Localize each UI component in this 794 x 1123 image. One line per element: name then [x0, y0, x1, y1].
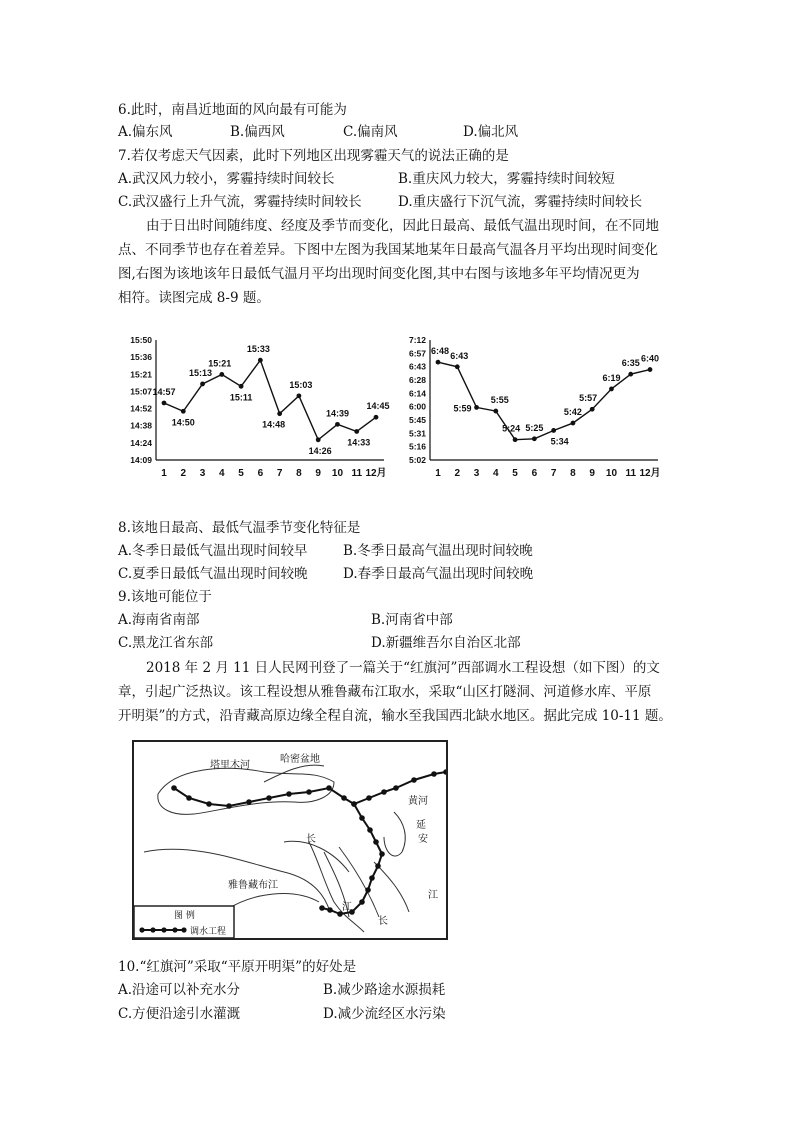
passage-1-line: 相符。读图完成 8-9 题。 — [118, 290, 270, 306]
passage-1-line: 点、不同季节也存在着差异。下图中左图为我国某地某年日最高气温各月平均出现时间变化 — [118, 242, 658, 258]
y-tick-label: 5:02 — [408, 455, 426, 465]
passage-2-line: 2018 年 2 月 11 日人民网刊登了一篇关于“红旗河”西部调水工程设想（如下图）的文 — [146, 660, 660, 676]
x-tick-label: 5 — [238, 468, 244, 479]
map-legend-title: 图 例 — [174, 911, 195, 921]
data-label: 14:48 — [262, 419, 286, 430]
route-dot — [365, 887, 371, 893]
max-temp-time-chart — [118, 332, 390, 484]
x-tick-label: 1 — [161, 468, 167, 479]
passage-2 — [118, 656, 718, 728]
route-dot — [366, 795, 372, 801]
map-label-jiang-2: 江 — [428, 890, 438, 901]
route-dot — [286, 791, 292, 797]
yarlung-river — [226, 894, 319, 910]
map-label-jiang-1: 江 — [342, 902, 352, 913]
data-label: 15:03 — [289, 379, 313, 390]
q9-option-b: B.河南省中部 — [371, 612, 453, 628]
data-label: 15:13 — [189, 367, 213, 378]
y-tick-label: 5:16 — [408, 441, 426, 452]
data-point — [335, 422, 340, 427]
x-tick-label: 12月 — [365, 468, 387, 479]
route-dot — [341, 795, 347, 801]
x-tick-label: 10 — [331, 468, 344, 479]
data-label: 14:26 — [308, 445, 332, 456]
x-tick-label: 10 — [605, 468, 618, 479]
data-point — [219, 372, 224, 377]
map-drawing — [134, 742, 446, 938]
map-label-tarim: 塔里木河 — [210, 760, 250, 771]
data-point — [354, 429, 359, 434]
x-tick-label: 2 — [454, 468, 461, 479]
data-label: 5:25 — [525, 422, 544, 433]
route-dot — [266, 795, 272, 801]
map-label-yarlung: 雅鲁藏布江 — [228, 880, 278, 891]
route-dot — [367, 827, 373, 833]
route-dot — [186, 795, 192, 801]
data-label: 14:57 — [152, 386, 176, 397]
passage-1-line: 图,右图为该地该年日最低气温月平均出现时间变化图,其中右图与该地多年平均情况更为 — [118, 266, 640, 282]
q10-option-c: C.方便沿途引水灌溉 — [118, 1006, 241, 1022]
data-label: 5:57 — [579, 393, 598, 404]
route-dot — [359, 899, 365, 905]
data-label: 6:35 — [621, 358, 640, 369]
diversion-route-south — [322, 804, 382, 914]
data-point — [297, 393, 302, 398]
data-label: 5:24 — [502, 423, 521, 434]
route-dot — [359, 815, 365, 821]
x-tick-label: 6 — [257, 468, 264, 479]
x-tick-label: 3 — [473, 468, 480, 479]
x-tick-label: 3 — [199, 468, 206, 479]
route-dot — [411, 777, 417, 783]
x-tick-label: 12月 — [639, 468, 661, 479]
x-tick-label: 9 — [315, 468, 321, 479]
map-label-hami: 哈密盆地 — [280, 754, 320, 765]
data-label: 5:59 — [453, 403, 472, 414]
data-label: 14:33 — [347, 437, 371, 448]
route-dot — [306, 789, 312, 795]
data-point — [162, 401, 167, 406]
y-tick-label: 14:24 — [130, 437, 152, 448]
route-dot — [431, 771, 437, 777]
data-label: 5:34 — [550, 436, 569, 447]
q10-option-b: B.减少路途水源损耗 — [323, 982, 446, 998]
data-label: 6:40 — [640, 353, 660, 364]
data-point — [532, 436, 537, 441]
y-tick-label: 6:43 — [408, 361, 426, 372]
q6-option-d: D.偏北风 — [463, 124, 519, 140]
data-point — [181, 409, 186, 414]
data-label: 14:45 — [366, 401, 390, 412]
data-point — [200, 382, 205, 387]
data-point — [239, 384, 244, 389]
map-legend-item: 调水工程 — [190, 927, 227, 937]
passage-1-line: 由于日出时间随纬度、经度及季节而变化，因此日最高、最低气温出现时间，在不同地 — [146, 218, 659, 234]
hongqi-river-map — [132, 740, 448, 940]
y-tick-label: 15:36 — [130, 352, 152, 363]
q8-option-c: C.夏季日最低气温出现时间较晚 — [118, 566, 308, 582]
data-point — [590, 407, 595, 412]
y-tick-label: 6:57 — [408, 348, 426, 359]
y-tick-label: 14:52 — [130, 403, 152, 414]
route-dot — [171, 785, 177, 791]
diversion-route-north — [174, 772, 446, 806]
x-tick-label: 5 — [512, 468, 518, 479]
q7-option-c: C.武汉盛行上升气流，雾霾持续时间较长 — [118, 194, 362, 210]
x-tick-label: 7 — [276, 468, 283, 479]
q6-option-c: C.偏南风 — [343, 124, 398, 140]
river-line — [374, 862, 409, 912]
q7-option-b: B.重庆风力较大，雾霾持续时间较短 — [398, 171, 615, 187]
y-tick-label: 6:14 — [408, 388, 426, 399]
data-label: 6:43 — [450, 350, 469, 361]
y-tick-label: 14:38 — [130, 420, 152, 431]
passage-2-line: 开明渠”的方式，沿青藏高原边缘全程自流，输水至我国西北缺水地区。据此完成 10-11 题。 — [118, 708, 672, 724]
q9-option-c: C.黑龙江省东部 — [118, 635, 214, 651]
data-label: 5:55 — [490, 395, 509, 406]
data-label: 15:11 — [229, 392, 253, 403]
chang-river — [284, 841, 349, 872]
x-tick-label: 4 — [219, 468, 225, 479]
route-dot — [381, 789, 387, 795]
data-point — [513, 437, 518, 442]
x-tick-label: 7 — [550, 468, 557, 479]
y-tick-label: 5:45 — [408, 415, 426, 425]
x-tick-label: 9 — [589, 468, 595, 479]
y-tick-label: 14:09 — [130, 455, 152, 465]
x-tick-label: 1 — [435, 468, 441, 479]
data-label: 5:42 — [563, 407, 582, 418]
q6-stem: 6.此时，南昌近地面的风向最有可能为 — [118, 102, 347, 118]
route-dot — [393, 785, 399, 791]
q10-stem: 10.“红旗河”采取“平原开明渠”的好处是 — [118, 959, 357, 975]
q10-option-d: D.减少流经区水污染 — [323, 1006, 446, 1022]
route-dot — [206, 801, 212, 807]
data-point — [551, 428, 556, 433]
data-label: 15:33 — [246, 344, 270, 355]
y-tick-label: 6:28 — [408, 375, 426, 385]
x-tick-label: 8 — [570, 468, 576, 479]
passage-2-line: 章，引起广泛热议。该工程设想从雅鲁藏布江取水，采取“山区打隧洞、河道修水库、平原 — [118, 684, 652, 700]
data-point — [374, 415, 379, 420]
q8-option-b: B.冬季日最高气温出现时间较晚 — [343, 543, 533, 559]
route-dot — [351, 801, 357, 807]
map-label-yanan-1: 延 — [416, 820, 426, 831]
data-point — [628, 372, 633, 377]
data-point — [648, 367, 653, 372]
data-point — [609, 387, 614, 392]
x-tick-label: 11 — [351, 468, 363, 479]
map-label-yanan-2: 安 — [418, 834, 428, 845]
y-tick-label: 7:12 — [408, 335, 426, 345]
q6-option-a: A.偏东风 — [118, 124, 173, 140]
data-label: 15:21 — [208, 358, 232, 369]
data-point — [277, 411, 282, 416]
map-label-yellow-river: 黄河 — [408, 796, 428, 807]
x-tick-label: 8 — [296, 468, 302, 479]
data-point — [436, 360, 441, 365]
x-tick-label: 11 — [625, 468, 637, 479]
q6-option-b: B.偏西风 — [230, 124, 285, 140]
q8-stem: 8.该地日最高、最低气温季节变化特征是 — [118, 520, 361, 536]
y-tick-label: 6:00 — [408, 401, 426, 412]
map-label-chang: 长 — [306, 834, 316, 845]
route-dot — [246, 799, 252, 805]
data-point — [493, 409, 498, 414]
q8-option-a: A.冬季日最低气温出现时间较早 — [118, 543, 308, 559]
q9-option-a: A.海南省南部 — [118, 612, 200, 628]
route-dot — [326, 785, 332, 791]
q8-option-d: D.春季日最高气温出现时间较晚 — [343, 566, 534, 582]
data-point — [455, 364, 460, 369]
route-dot — [226, 803, 232, 809]
passage-1 — [118, 214, 678, 310]
q7-option-a: A.武汉风力较小，雾霾持续时间较长 — [118, 171, 335, 187]
y-tick-label: 15:50 — [130, 335, 152, 345]
route-dot — [375, 863, 381, 869]
q7-option-d: D.重庆盛行下沉气流，雾霾持续时间较长 — [398, 194, 643, 210]
data-point — [258, 358, 263, 363]
min-temp-time-chart — [392, 332, 664, 484]
river-line — [309, 842, 364, 932]
q9-stem: 9.该地可能位于 — [118, 589, 212, 605]
x-tick-label: 6 — [531, 468, 538, 479]
q7-stem: 7.若仅考虑天气因素，此时下列地区出现雾霾天气的说法正确的是 — [118, 148, 509, 164]
data-label: 6:48 — [430, 346, 450, 357]
data-label: 6:19 — [602, 372, 621, 383]
y-tick-label: 5:31 — [408, 428, 426, 439]
data-point — [316, 437, 321, 442]
route-dot — [327, 907, 333, 913]
route-dot — [319, 905, 325, 911]
q9-option-d: D.新疆维吾尔自治区北部 — [371, 635, 521, 651]
y-tick-label: 15:21 — [130, 369, 152, 380]
x-tick-label: 2 — [180, 468, 187, 479]
route-dot — [369, 875, 375, 881]
data-point — [571, 421, 576, 426]
y-tick-label: 15:07 — [130, 386, 152, 397]
x-tick-label: 4 — [493, 468, 499, 479]
yellow-river — [384, 812, 405, 856]
data-label: 14:39 — [325, 408, 349, 419]
map-label-chang-2: 长 — [378, 916, 388, 927]
route-dot — [379, 851, 385, 857]
route-dot — [373, 839, 379, 845]
route-dot — [443, 769, 446, 775]
q10-option-a: A.沿途可以补充水分 — [118, 982, 241, 998]
data-point — [474, 405, 479, 410]
data-label: 14:50 — [171, 417, 195, 428]
